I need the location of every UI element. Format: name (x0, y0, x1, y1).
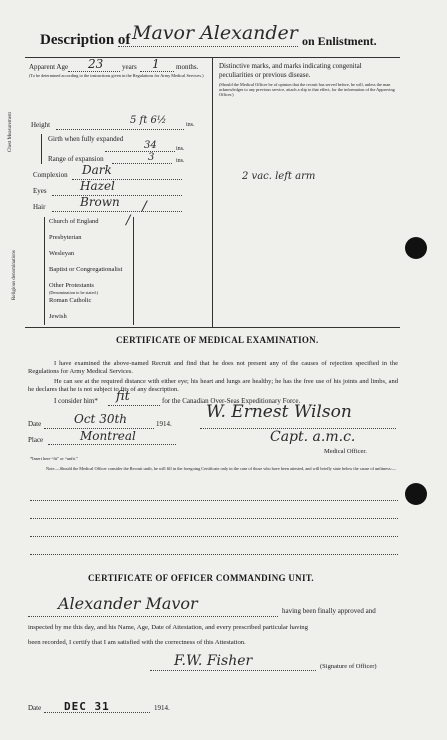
officer-name-line (28, 616, 278, 617)
complexion-label: Complexion (33, 171, 68, 179)
age-note: (To be determined according to the instructions given in the Regulations for Army Medical Services.) (29, 73, 204, 78)
table-bottom-border (25, 327, 400, 328)
medical-officer-signature: W. Ernest Wilson (206, 402, 352, 422)
header-suffix: on Enlistment. (302, 34, 377, 48)
religion-baptist: Baptist or Congregationalist (49, 266, 123, 273)
religion-roman-catholic: Roman Catholic (49, 297, 92, 304)
hair-value: Brown (80, 195, 120, 209)
unfitness-line-1 (30, 500, 398, 501)
officer-line1-post: having been finally approved and (282, 607, 376, 615)
officer-certificate-title: CERTIFICATE OF OFFICER COMMANDING UNIT. (88, 573, 314, 583)
religion-presbyterian: Presbyterian (49, 234, 82, 241)
officer-line2: inspected by me this day, and his Name, Age, Date of Attestation, and every prescribed particular having (28, 624, 308, 631)
religion-box-right (133, 217, 134, 325)
hair-label: Hair (33, 203, 46, 211)
officer-date-year: 1914. (154, 704, 170, 712)
medical-para-1: I have examined the above-named Recruit and find that he does not present any of the causes of rejection specified in the Regulations for Army Medical Services. (28, 360, 398, 376)
height-ins-label: ins. (186, 122, 195, 128)
range-label: Range of expansion (48, 155, 104, 163)
fit-line (108, 405, 160, 406)
height-label: Height (31, 121, 51, 129)
officer-line3: been recorded, I certify that I am satisfied with the correctness of this Attestation. (28, 639, 246, 646)
medical-officer-rank: Capt. a.m.c. (270, 429, 356, 445)
religion-check-mark: / (126, 213, 131, 228)
medical-officer-label: Medical Officer. (324, 448, 367, 455)
officer-signature-label: (Signature of Officer) (320, 663, 377, 670)
medical-certificate-title: CERTIFICATE OF MEDICAL EXAMINATION. (116, 335, 319, 345)
age-months-value: 1 (152, 57, 160, 71)
girth-value: 34 (144, 140, 157, 151)
religion-church-of-england: Church of England (49, 218, 99, 225)
fit-value: fit (116, 389, 130, 404)
table-column-divider (212, 57, 213, 327)
apparent-age-label: Apparent Age (29, 63, 69, 71)
consider-post: for the Canadian Over-Seas Expeditionary Force. (162, 397, 301, 405)
header-prefix: Description of (40, 32, 131, 48)
unfitness-line-4 (30, 554, 398, 555)
years-label: years (122, 63, 137, 71)
range-ins-label: ins. (176, 158, 185, 164)
religion-denomination-note: (Denomination to be stated.) (49, 290, 99, 295)
age-years-value: 23 (88, 57, 104, 71)
medical-footnote: *Insert here “fit” or “unfit.” (30, 456, 78, 461)
girth-line (105, 151, 175, 152)
age-months-line (140, 71, 174, 72)
medical-place-value: Montreal (80, 429, 136, 443)
hair-mark: / (142, 199, 147, 215)
months-label: months. (176, 63, 199, 71)
officer-signature-line (150, 670, 316, 671)
medical-note: Note.—Should the Medical Officer consider the Recruit unfit, he will fill in the foregoing Certificate only in the case of those who have been attested, and will briefly state below the cause of unfitness:— (46, 466, 397, 471)
range-value: 3 (148, 152, 155, 163)
eyes-label: Eyes (33, 187, 47, 195)
unfitness-line-2 (30, 518, 398, 519)
medical-date-value: Oct 30th (74, 412, 128, 426)
marks-value: 2 vac. left arm (242, 171, 316, 182)
medical-date-year: 1914. (156, 420, 172, 428)
eyes-value: Hazel (80, 179, 115, 193)
religion-bracket (44, 217, 45, 325)
height-value: 5 ft 6½ (130, 115, 167, 126)
religion-jewish: Jewish (49, 313, 67, 320)
girth-ins-label: ins. (176, 146, 185, 152)
religion-wesleyan: Wesleyan (49, 250, 75, 257)
chest-bracket (41, 134, 42, 164)
girth-label: Girth when fully expanded (48, 135, 124, 143)
religion-other-protestants: Other Protestants (49, 282, 94, 289)
punch-hole-top (405, 237, 427, 259)
officer-date-stamp: DEC 31 (64, 700, 110, 713)
medical-para-2: He can see at the required distance with either eye; his heart and lungs are healthy; he has the free use of his joints and limbs, and he declares that he is not subject to fits of any description. (28, 378, 398, 394)
unfitness-line-3 (30, 536, 398, 537)
hair-line (52, 211, 182, 212)
officer-signature: F.W. Fisher (174, 653, 253, 669)
marks-note: (Should the Medical Officer be of opinion that the recruit has served before, he will, unless the man acknowledges to any previous service, attach a slip to that effect, for the information of the Approving Officer.) (219, 82, 395, 98)
religion-vertical-label: Religious denominations (12, 250, 17, 300)
officer-recruit-name: Alexander Mavor (58, 594, 198, 613)
medical-place-label: Place (28, 436, 44, 444)
medical-place-line (48, 444, 176, 445)
range-line (112, 163, 172, 164)
height-line (56, 129, 184, 130)
header-name: Mavor Alexander (132, 22, 298, 44)
header-name-line (118, 46, 298, 47)
complexion-value: Dark (82, 163, 112, 177)
officer-date-label: Date (28, 704, 42, 712)
punch-hole-bottom (405, 483, 427, 505)
age-years-line (68, 71, 120, 72)
marks-heading: Distinctive marks, and marks indicating congenital peculiarities or previous disease. (219, 62, 362, 79)
medical-date-label: Date (28, 420, 42, 428)
consider-pre: I consider him* (54, 397, 98, 405)
chest-vertical-label: Chest Measurement (8, 112, 13, 152)
